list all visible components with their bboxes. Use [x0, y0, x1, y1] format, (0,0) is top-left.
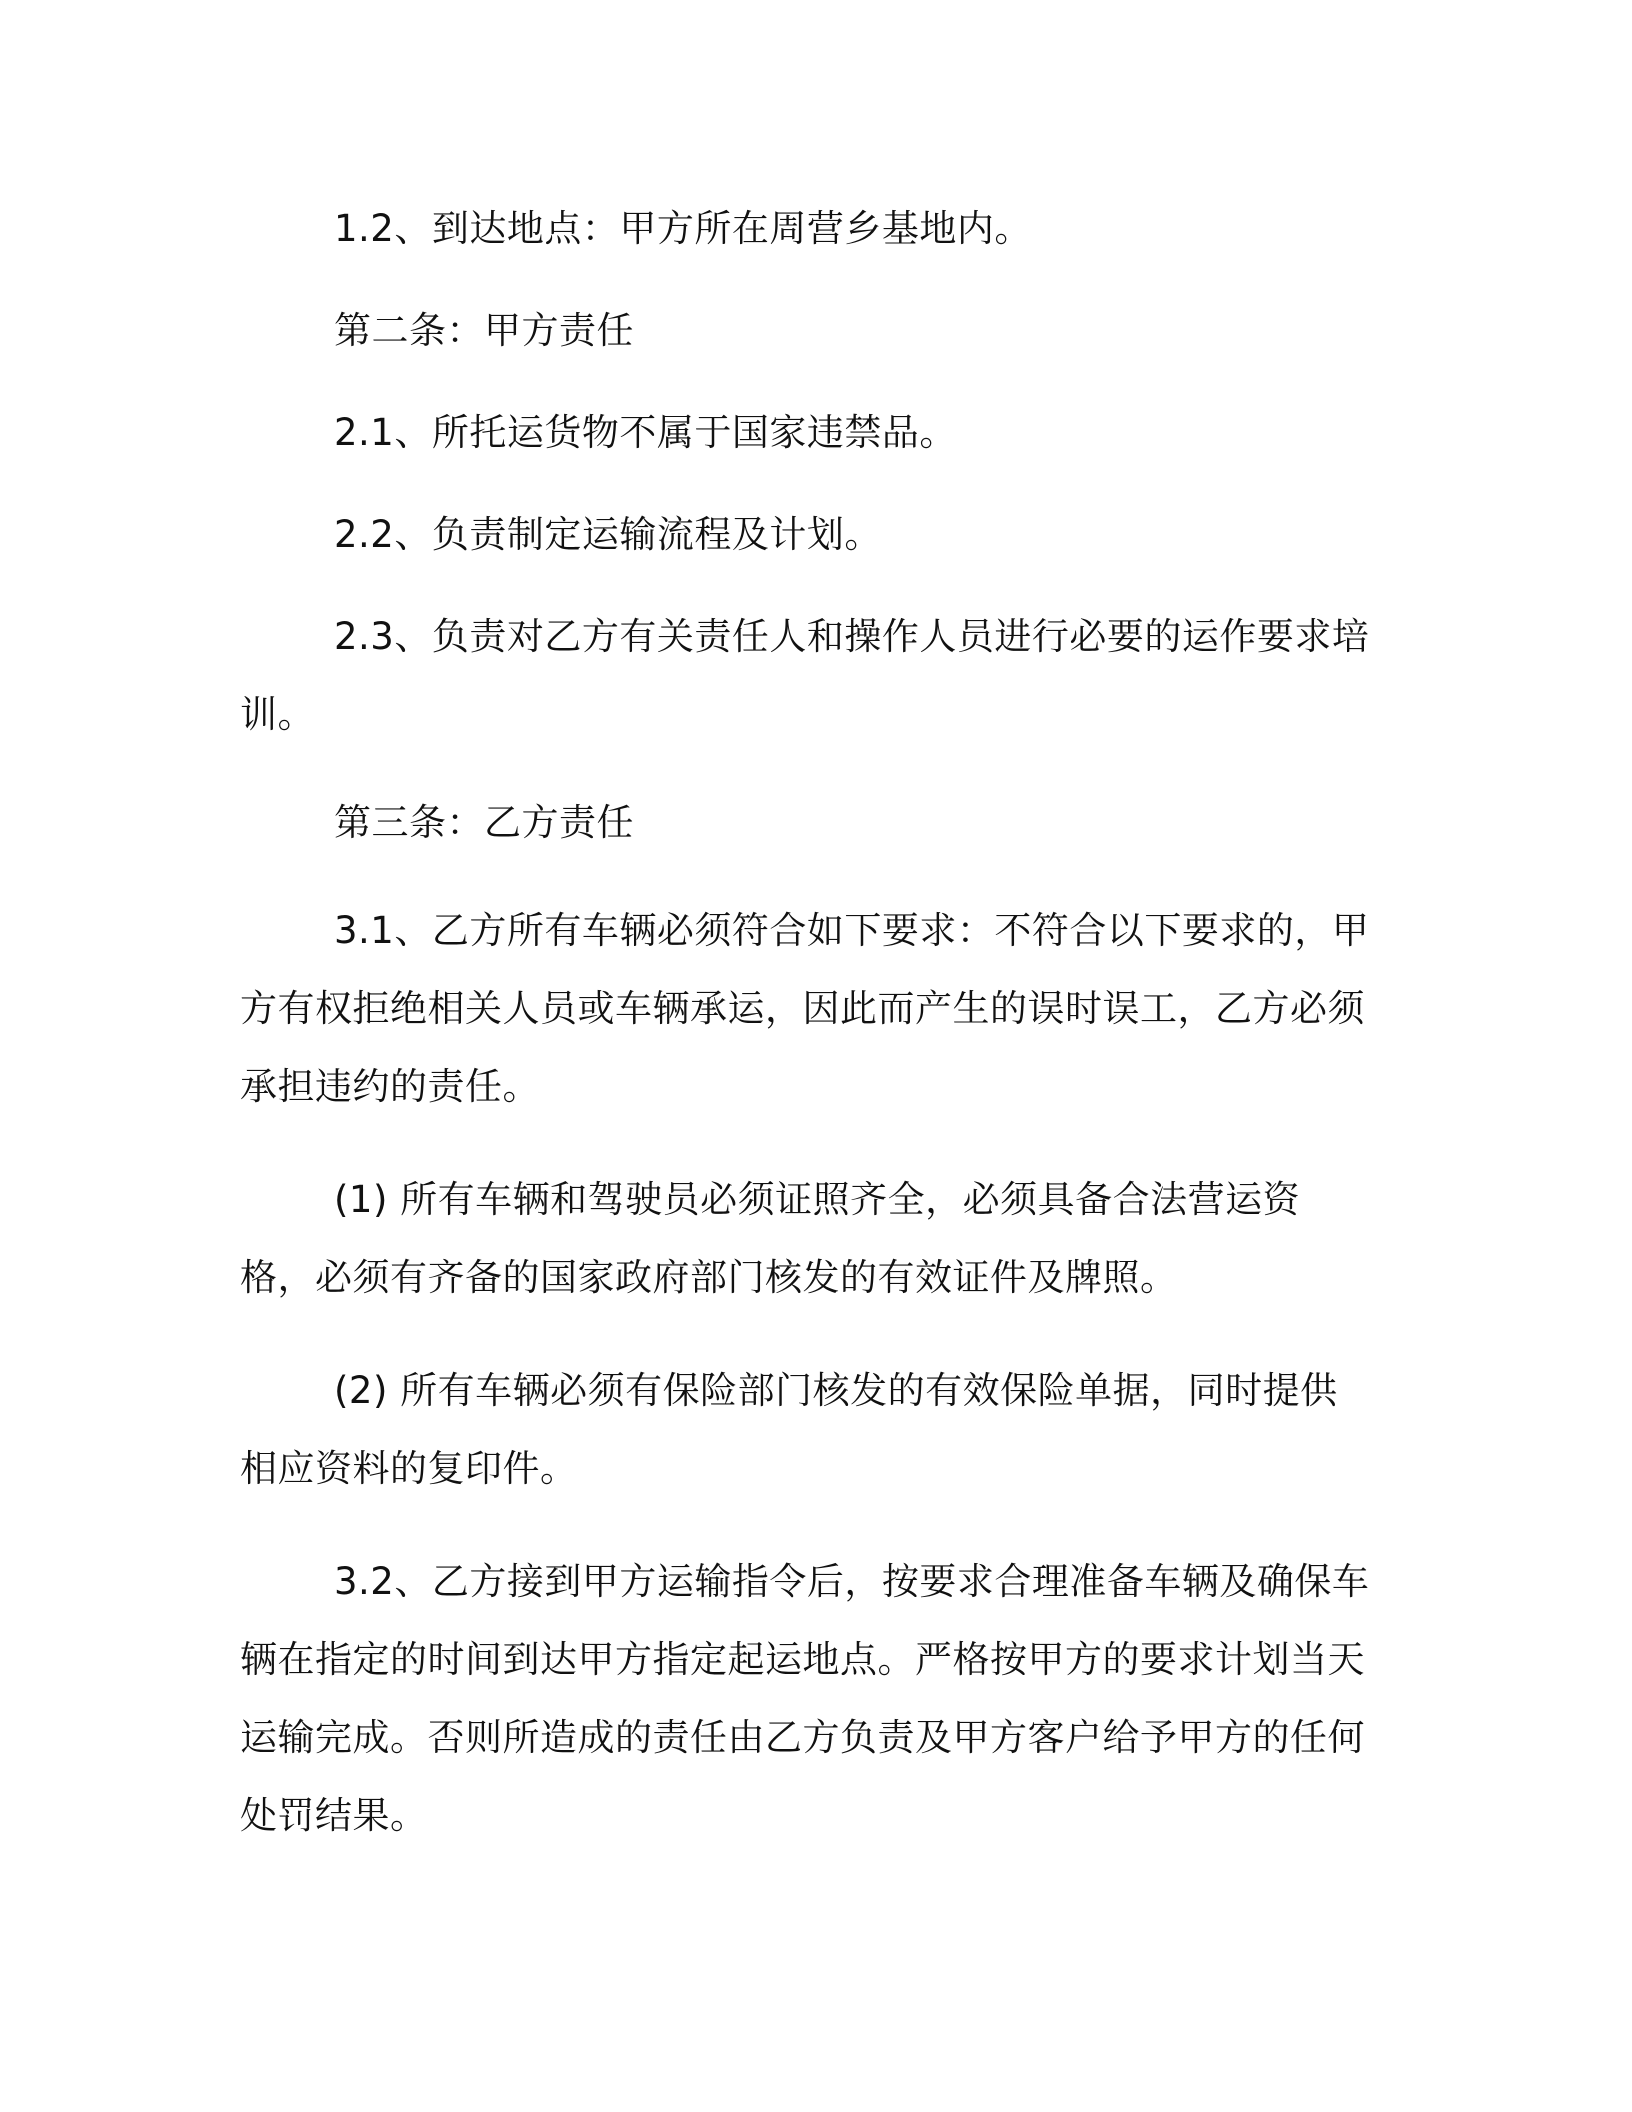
clause-2-3: 2.3、负责对乙方有关责任人和操作人员进行必要的运作要求培训。: [240, 615, 1370, 736]
document-body: [240, 190, 1370, 1855]
clause-2-2: 2.2、负责制定运输流程及计划。: [334, 513, 882, 556]
article-3-heading: 第三条：乙方责任: [334, 801, 634, 844]
clause-3-1-item-1: (1) 所有车辆和驾驶员必须证照齐全，必须具备合法营运资格，必须有齐备的国家政府部门核发的有效证件及牌照。: [240, 1178, 1301, 1299]
clause-3-1: 3.1、乙方所有车辆必须符合如下要求：不符合以下要求的，甲方有权拒绝相关人员或车辆承运，因此而产生的误时误工，乙方必须承担违约的责任。: [240, 909, 1370, 1108]
clause-2-1: 2.1、所托运货物不属于国家违禁品。: [334, 411, 957, 454]
article-2-heading: 第二条：甲方责任: [334, 309, 634, 352]
clause-1-2: 1.2、到达地点：甲方所在周营乡基地内。: [334, 207, 1032, 250]
clause-3-1-item-2: (2) 所有车辆必须有保险部门核发的有效保险单据，同时提供相应资料的复印件。: [240, 1369, 1338, 1490]
clause-3-2: 3.2、乙方接到甲方运输指令后，按要求合理准备车辆及确保车辆在指定的时间到达甲方指定起运地点。严格按甲方的要求计划当天运输完成。否则所造成的责任由乙方负责及甲方客户给予甲方的任何处罚结果。: [240, 1560, 1370, 1837]
